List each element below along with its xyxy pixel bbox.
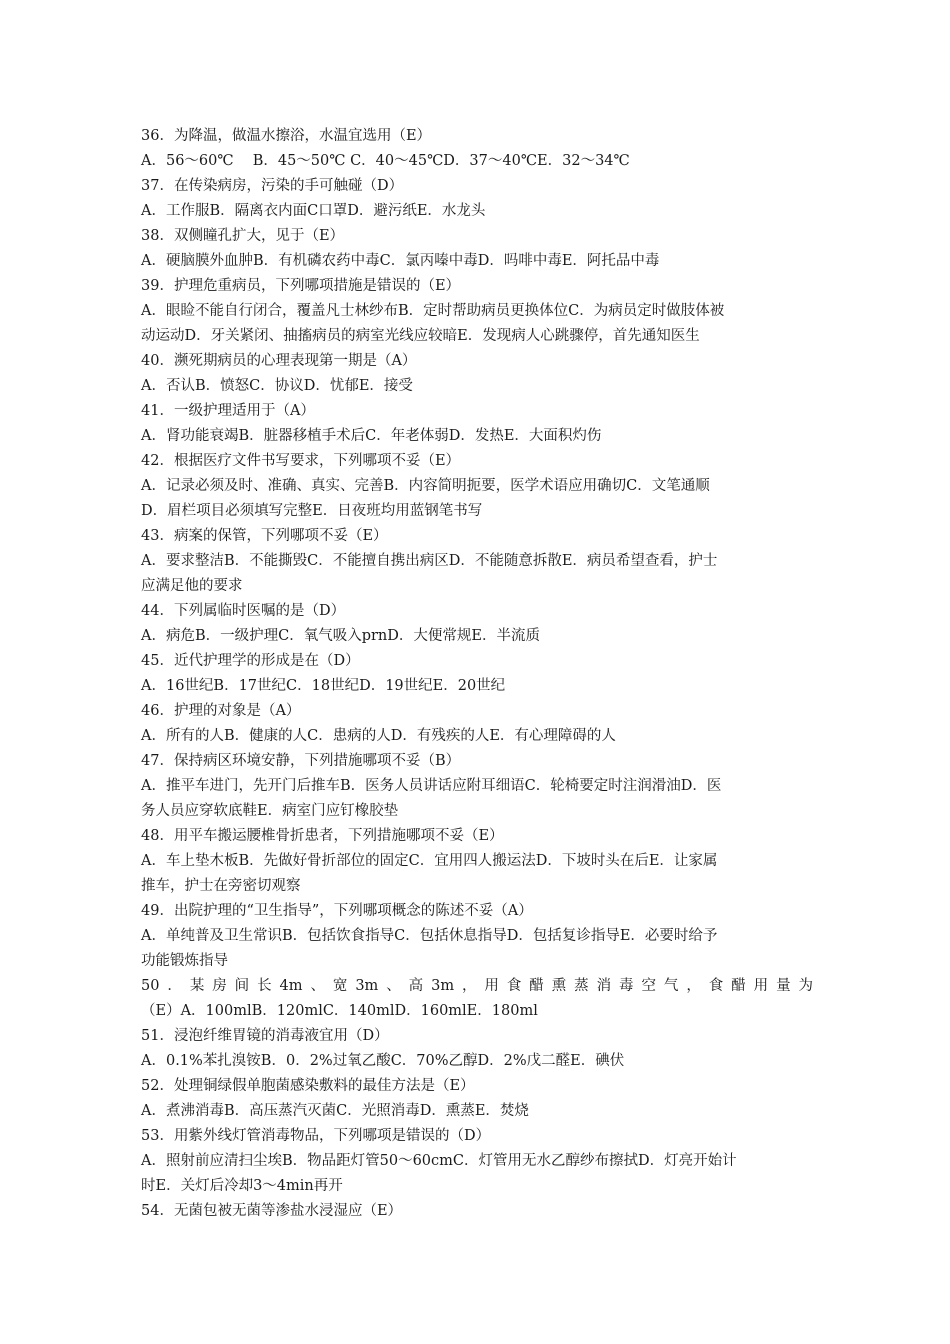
options-51: A．0.1%苯扎溴铵B．0．2%过氧乙酸C．70%乙醇D．2%戊二醛E．碘伏 <box>141 1053 625 1069</box>
question-37: 37．在传染病房，污染的手可触碰（D） <box>141 178 404 194</box>
question-45: 45．近代护理学的形成是在（D） <box>141 653 360 669</box>
options-49-line-1: A．单纯普及卫生常识B．包括饮食指导C．包括休息指导D．包括复诊指导E．必要时给予 <box>141 928 718 944</box>
question-43: 43．病案的保管，下列哪项不妥（E） <box>141 528 388 544</box>
options-47-line-2: 务人员应穿软底鞋E．病室门应钉橡胶垫 <box>141 803 399 819</box>
options-42-line-2: D．眉栏项目必须填写完整E．日夜班均用蓝钢笔书写 <box>141 503 483 519</box>
question-54: 54．无菌包被无菌等渗盐水浸湿应（E） <box>141 1203 403 1219</box>
question-40: 40．濒死期病员的心理表现第一期是（A） <box>141 353 417 369</box>
options-39-line-2: 动运动D．牙关紧闭、抽搐病员的病室光线应较暗E．发现病人心跳骤停，首先通知医生 <box>141 328 700 344</box>
question-47: 47．保持病区环境安静，下列措施哪项不妥（B） <box>141 753 461 769</box>
question-50-line-2: （E）A．100mlB．120mlC．140mlD．160mlE．180ml <box>141 1003 538 1019</box>
options-43-line-2: 应满足他的要求 <box>141 578 243 594</box>
question-53: 53．用紫外线灯管消毒物品，下列哪项是错误的（D） <box>141 1128 491 1144</box>
options-37: A．工作服B．隔离衣内面C口罩D．避污纸E．水龙头 <box>141 203 486 219</box>
question-51: 51．浸泡纤维胃镜的消毒液宜用（D） <box>141 1028 389 1044</box>
question-36: 36．为降温，做温水擦浴，水温宜选用（E） <box>141 128 432 144</box>
question-48: 48．用平车搬运腰椎骨折患者，下列措施哪项不妥（E） <box>141 828 504 844</box>
question-38: 38．双侧瞳孔扩大，见于（E） <box>141 228 345 244</box>
question-42: 42．根据医疗文件书写要求，下列哪项不妥（E） <box>141 453 461 469</box>
options-42-line-1: A．记录必须及时、准确、真实、完善B．内容简明扼要，医学术语应用确切C．文笔通顺 <box>141 478 710 494</box>
options-45: A．16世纪B．17世纪C．18世纪D．19世纪E．20世纪 <box>141 678 506 694</box>
options-40: A．否认B．愤怒C．协议D．忧郁E．接受 <box>141 378 413 394</box>
options-44: A．病危B．一级护理C．氧气吸入prnD．大便常规E．半流质 <box>141 628 540 644</box>
question-44: 44．下列属临时医嘱的是（D） <box>141 603 346 619</box>
options-38: A．硬脑膜外血肿B．有机磷农药中毒C．氯丙嗪中毒D．吗啡中毒E．阿托品中毒 <box>141 253 660 269</box>
options-39-line-1: A．眼睑不能自行闭合，覆盖凡士林纱布B．定时帮助病员更换体位C．为病员定时做肢体被 <box>141 303 725 319</box>
document-page <box>141 124 813 1224</box>
options-41: A．肾功能衰竭B．脏器移植手术后C．年老体弱D．发热E．大面积灼伤 <box>141 428 602 444</box>
options-43-line-1: A．要求整洁B．不能撕毁C．不能擅自携出病区D．不能随意拆散E．病员希望查看，护士 <box>141 553 718 569</box>
options-49-line-2: 功能锻炼指导 <box>141 953 228 969</box>
question-52: 52．处理铜绿假单胞菌感染敷料的最佳方法是（E） <box>141 1078 475 1094</box>
options-53-line-2: 时E．关灯后冷却3～4min再开 <box>141 1178 343 1194</box>
options-48-line-2: 推车，护士在旁密切观察 <box>141 878 301 894</box>
options-46: A．所有的人B．健康的人C．患病的人D．有残疾的人E．有心理障碍的人 <box>141 728 616 744</box>
question-50-line-1: 50．某房间长4m、宽3m、高3m，用食醋熏蒸消毒空气，食醋用量为 <box>141 978 813 994</box>
question-49: 49．出院护理的“卫生指导”，下列哪项概念的陈述不妥（A） <box>141 903 533 919</box>
options-53-line-1: A．照射前应清扫尘埃B．物品距灯管50～60cmC．灯管用无水乙醇纱布擦拭D．灯亮开始计 <box>141 1153 737 1169</box>
question-41: 41．一级护理适用于（A） <box>141 403 315 419</box>
options-48-line-1: A．车上垫木板B．先做好骨折部位的固定C．宜用四人搬运法D．下坡时头在后E．让家属 <box>141 853 718 869</box>
options-36: A．56～60℃ B．45～50℃ C．40～45℃D．37～40℃E．32～34℃ <box>141 153 630 169</box>
question-39: 39．护理危重病员，下列哪项措施是错误的（E） <box>141 278 461 294</box>
options-52: A．煮沸消毒B．高压蒸汽灭菌C．光照消毒D．熏蒸E．焚烧 <box>141 1103 529 1119</box>
question-46: 46．护理的对象是（A） <box>141 703 301 719</box>
options-47-line-1: A．推平车进门，先开门后推车B．医务人员讲话应附耳细语C．轮椅要定时注润滑油D．医 <box>141 778 722 794</box>
